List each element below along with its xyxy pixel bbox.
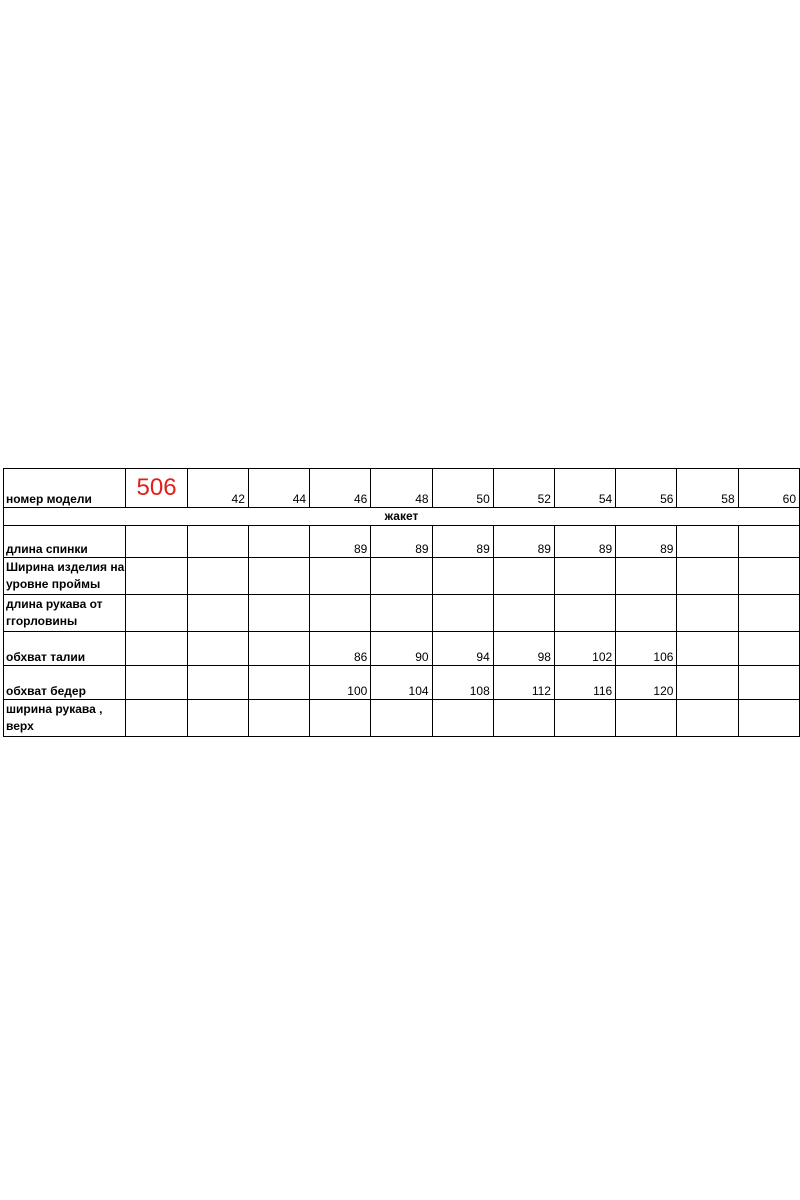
table-cell: [432, 700, 493, 737]
table-cell: [371, 700, 432, 737]
table-cell: [738, 700, 799, 737]
table-cell: [310, 700, 371, 737]
table-cell: 116: [554, 666, 615, 700]
table-cell: [493, 700, 554, 737]
table-cell: 86: [310, 632, 371, 666]
table-cell: 89: [310, 526, 371, 558]
table-cell: [126, 632, 187, 666]
table-cell: [616, 700, 677, 737]
section-title: жакет: [4, 508, 800, 526]
table-row: [4, 666, 800, 700]
table-cell: 89: [432, 526, 493, 558]
table-cell: [248, 666, 309, 700]
size-table: [3, 468, 800, 737]
table-cell: 94: [432, 632, 493, 666]
table-cell: [677, 632, 738, 666]
table-cell: [554, 595, 615, 632]
table-cell: [310, 595, 371, 632]
table-cell: [126, 595, 187, 632]
table-row: [4, 700, 800, 737]
table-cell: [187, 595, 248, 632]
table-cell: [248, 526, 309, 558]
table-cell: [738, 526, 799, 558]
table-cell: 89: [493, 526, 554, 558]
table-cell: 104: [371, 666, 432, 700]
row-label: Ширина изделия на уровне проймы: [4, 558, 126, 595]
section-row: [4, 508, 800, 526]
table-cell: 89: [554, 526, 615, 558]
table-cell: [126, 700, 187, 737]
row-label: длина спинки: [4, 526, 126, 558]
table-cell: [371, 595, 432, 632]
row-label: обхват бедер: [4, 666, 126, 700]
table-cell: [187, 700, 248, 737]
table-cell: 90: [371, 632, 432, 666]
table-cell: 100: [310, 666, 371, 700]
table-cell: [554, 558, 615, 595]
table-cell: 108: [432, 666, 493, 700]
table-cell: [738, 666, 799, 700]
table-cell: [493, 558, 554, 595]
table-cell: [677, 700, 738, 737]
row-label: ширина рукава , верх: [4, 700, 126, 737]
table-cell: [248, 700, 309, 737]
table-cell: 106: [616, 632, 677, 666]
model-number: 506: [126, 469, 187, 508]
table-cell: [738, 558, 799, 595]
table-cell: [677, 666, 738, 700]
model-label: номер модели: [4, 469, 126, 508]
row-label: обхват талии: [4, 632, 126, 666]
table-cell: [493, 595, 554, 632]
table-cell: [677, 595, 738, 632]
table-cell: [677, 526, 738, 558]
header-row: [4, 469, 800, 508]
size-header: 58: [677, 469, 738, 508]
table-cell: 102: [554, 632, 615, 666]
row-label: длина рукава от ггорловины: [4, 595, 126, 632]
table-cell: 98: [493, 632, 554, 666]
table-row: [4, 558, 800, 595]
table-cell: [738, 632, 799, 666]
table-cell: [371, 558, 432, 595]
table-cell: 89: [371, 526, 432, 558]
size-header: 44: [248, 469, 309, 508]
table-cell: [616, 595, 677, 632]
table-row: [4, 632, 800, 666]
table-cell: [187, 526, 248, 558]
table-cell: [432, 558, 493, 595]
size-header: 48: [371, 469, 432, 508]
table-cell: 112: [493, 666, 554, 700]
table-cell: [126, 666, 187, 700]
table-cell: 120: [616, 666, 677, 700]
table-cell: [310, 558, 371, 595]
size-chart: [3, 468, 800, 737]
table-cell: [126, 526, 187, 558]
table-cell: [187, 558, 248, 595]
size-header: 60: [738, 469, 799, 508]
size-header: 50: [432, 469, 493, 508]
table-cell: [187, 666, 248, 700]
size-header: 54: [554, 469, 615, 508]
size-header: 52: [493, 469, 554, 508]
table-cell: [126, 558, 187, 595]
table-cell: 89: [616, 526, 677, 558]
table-cell: [554, 700, 615, 737]
size-header: 56: [616, 469, 677, 508]
table-cell: [738, 595, 799, 632]
table-cell: [677, 558, 738, 595]
table-cell: [248, 558, 309, 595]
table-row: [4, 595, 800, 632]
table-cell: [432, 595, 493, 632]
table-cell: [187, 632, 248, 666]
table-cell: [616, 558, 677, 595]
size-header: 46: [310, 469, 371, 508]
table-cell: [248, 595, 309, 632]
table-row: [4, 526, 800, 558]
size-header: 42: [187, 469, 248, 508]
table-cell: [248, 632, 309, 666]
